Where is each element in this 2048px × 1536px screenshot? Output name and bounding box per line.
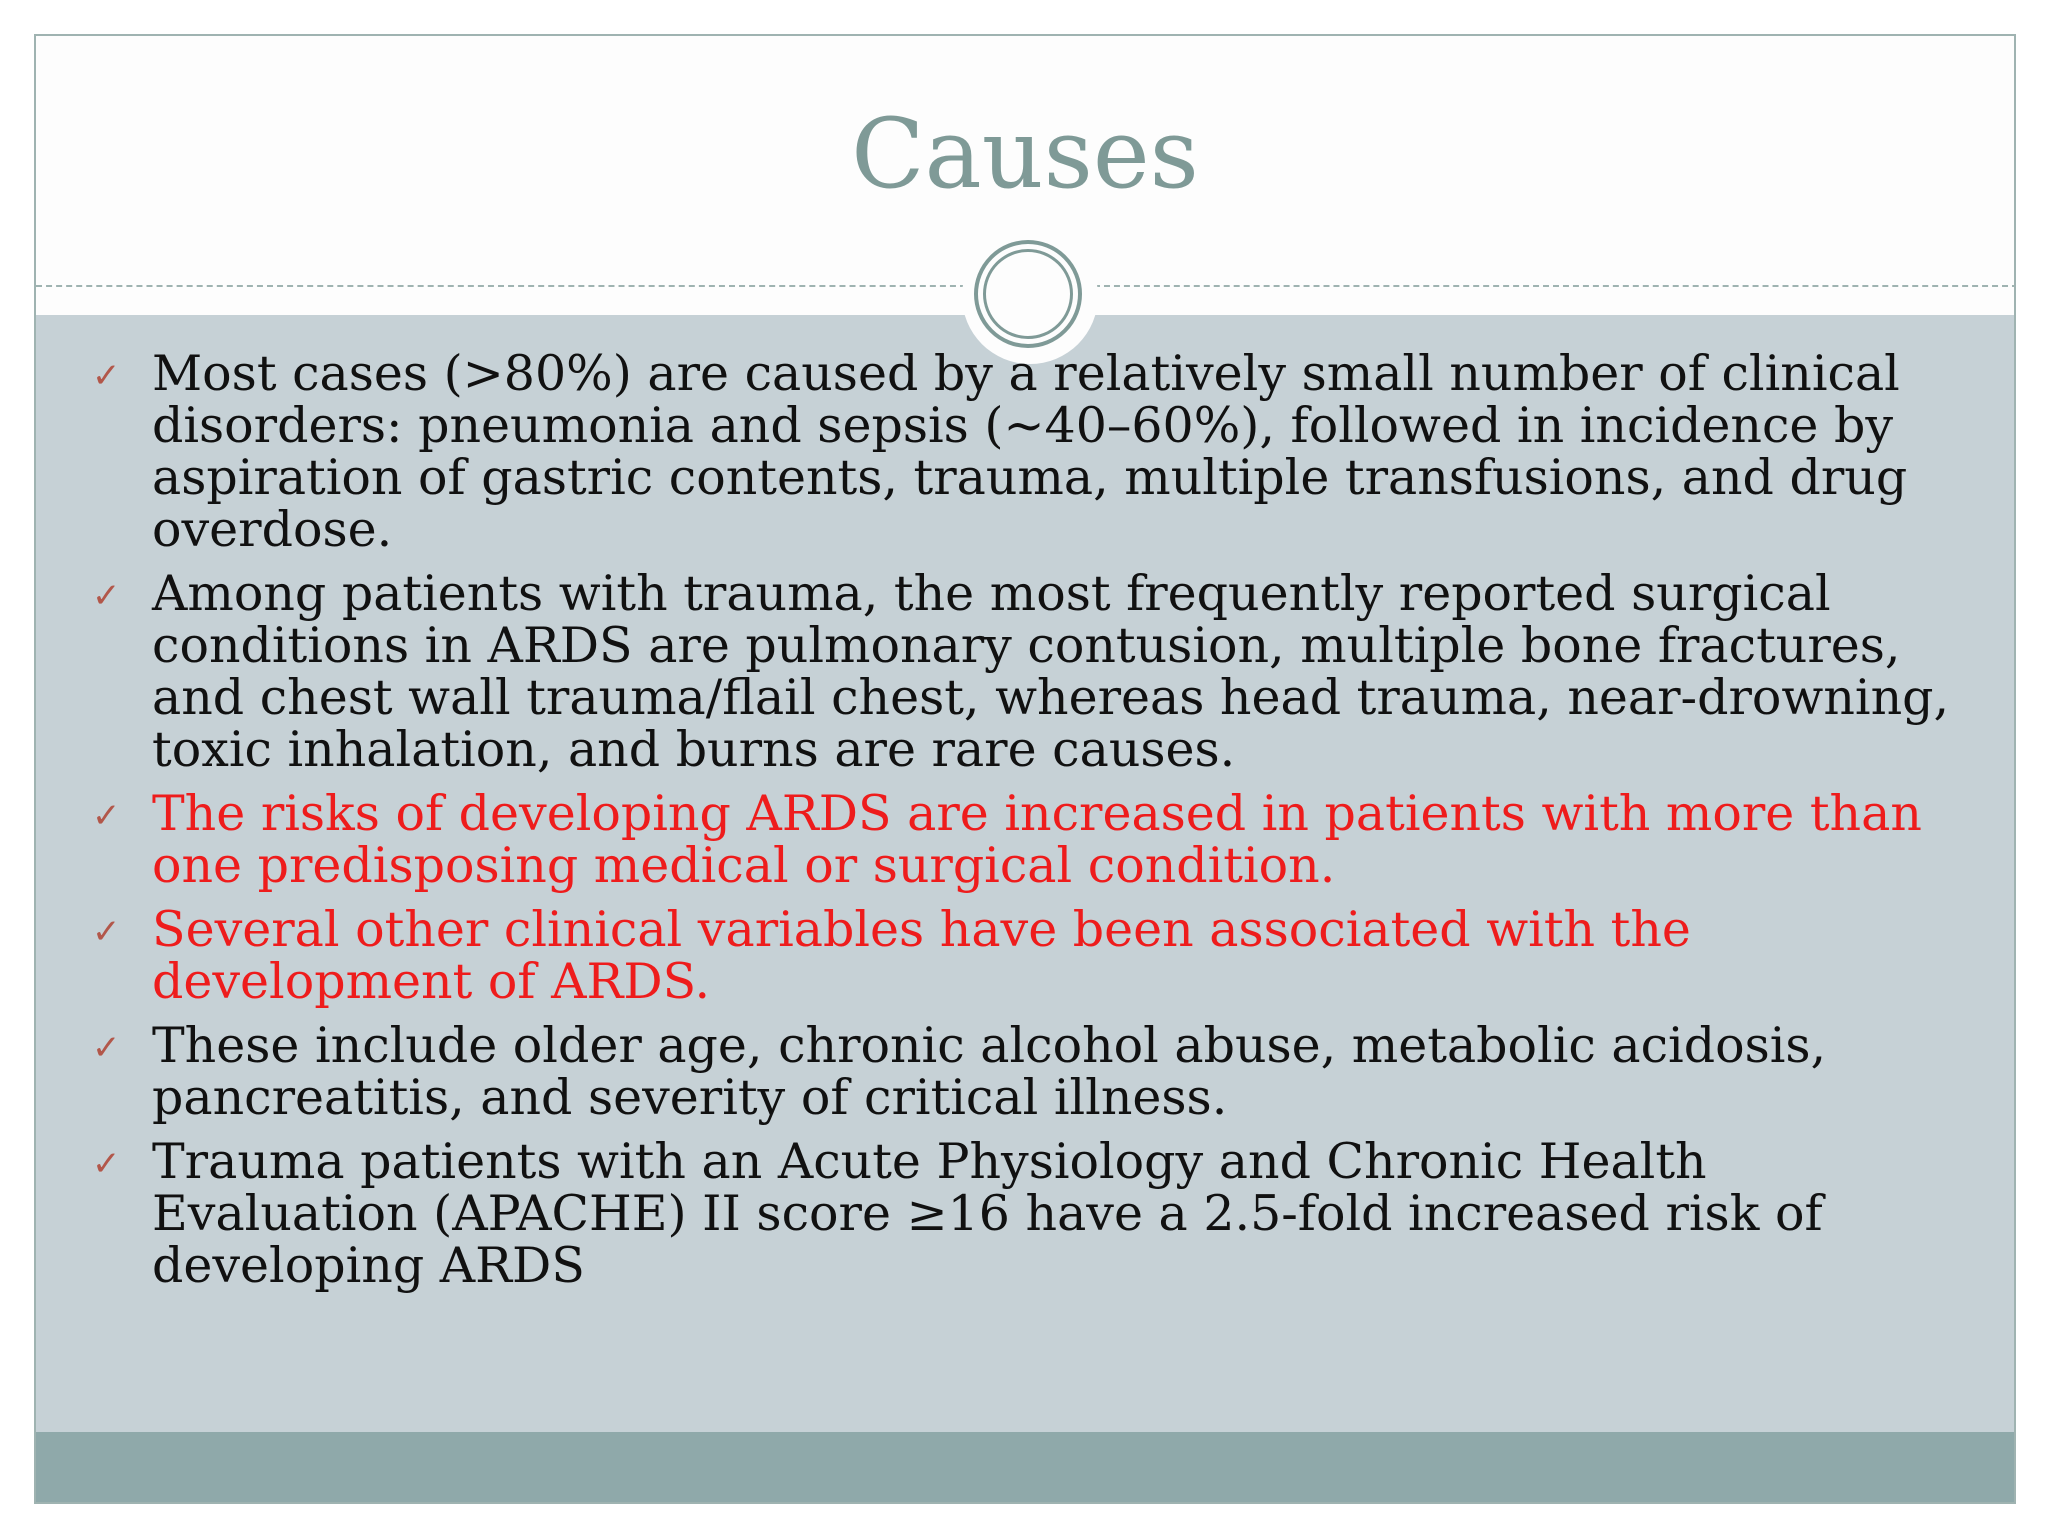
checkmark-icon: ✓ xyxy=(92,1144,121,1184)
bullet-text: Trauma patients with an Acute Physiology and Chronic Health Evaluation (APACHE) II score ≥16 have a 2.5-fold increased risk of developing ARDS xyxy=(152,1133,1823,1294)
bullet-item-most-cases xyxy=(36,345,2014,558)
checkmark-icon: ✓ xyxy=(92,1028,121,1068)
bullet-text: These include older age, chronic alcohol abuse, metabolic acidosis, pancreatitis, and severity of critical illness. xyxy=(152,1017,1827,1126)
bullet-item-trauma-conditions xyxy=(36,565,2014,778)
bullet-text: The risks of developing ARDS are increased in patients with more than one predisposing medical or surgical condition. xyxy=(152,785,1922,894)
bullet-text: Most cases (>80%) are caused by a relatively small number of clinical disorders: pneumonia and sepsis (~40–60%), followed in incidence by aspiration of gastric contents, trauma, multiple transfusions, and drug overdose. xyxy=(152,345,1908,558)
checkmark-icon: ✓ xyxy=(92,576,121,616)
footer-bar xyxy=(36,1432,2014,1502)
title-divider-right xyxy=(1094,285,2016,287)
inner-circle-icon xyxy=(983,249,1073,339)
bullet-item-these-include xyxy=(36,1017,2014,1126)
bullet-item-clinical-variables xyxy=(36,901,2014,1010)
bullet-item-risks xyxy=(36,785,2014,894)
bullet-text: Among patients with trauma, the most frequently reported surgical conditions in ARDS are pulmonary contusion, multiple bone fractures, and chest wall trauma/flail chest, whereas head trauma, near-drowning, toxic inhalation, and burns are rare causes. xyxy=(152,565,1950,778)
bullet-list xyxy=(36,345,2014,1304)
bullet-text: Several other clinical variables have been associated with the development of ARDS. xyxy=(152,901,1691,1010)
checkmark-icon: ✓ xyxy=(92,796,121,836)
slide-title: Causes xyxy=(851,98,1199,210)
title-divider-left xyxy=(36,285,966,287)
slide xyxy=(34,34,2016,1504)
checkmark-icon: ✓ xyxy=(92,912,121,952)
bullet-item-apache xyxy=(36,1133,2014,1294)
checkmark-icon: ✓ xyxy=(92,356,121,396)
